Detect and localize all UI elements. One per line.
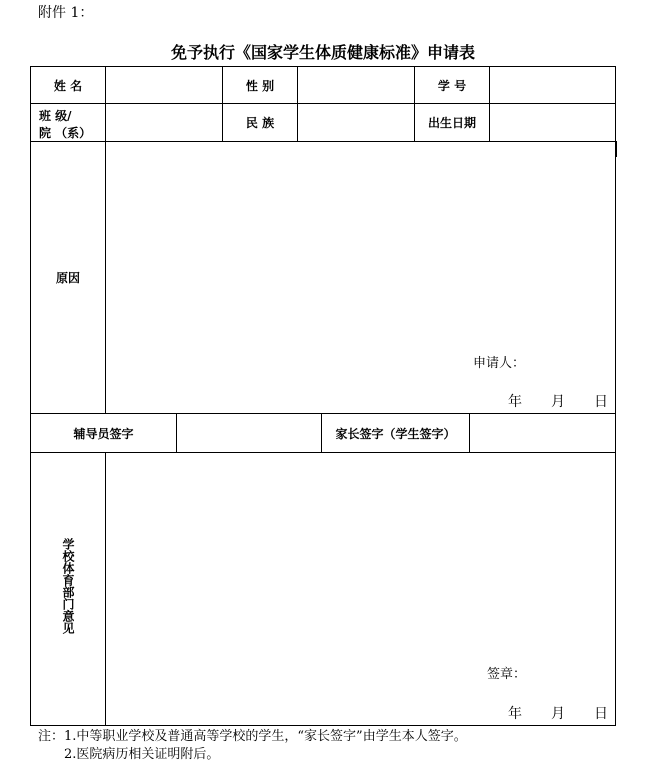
reason-field[interactable] [106,142,615,413]
dept-opinion-label: 学校体育部门意见 [61,538,75,634]
date-month-label: 月 [551,394,565,410]
student-id-label: 学 号 [437,78,467,93]
counselor-signature-label: 辅导员签字 [73,426,134,441]
date2-day-label: 日 [594,706,608,722]
name-field[interactable] [106,67,222,103]
notes-line-2: 2.医院病历相关证明附后。 [64,747,220,762]
dept-opinion-field[interactable] [106,453,615,725]
ethnicity-field[interactable] [298,104,414,141]
student-id-field[interactable] [490,67,615,103]
date2-year-label: 年 [508,706,522,722]
applicant-label: 申请人： [473,356,526,371]
table-border-right [615,66,616,726]
counselor-signature-field[interactable] [177,414,321,452]
table-border-bottom [30,725,616,726]
page-title: 免予执行《国家学生体质健康标准》申请表 [170,43,475,62]
seal-label: 签章： [487,667,527,682]
notes-line-1: 注：1.中等职业学校及普通高等学校的学生，“家长签字”由学生本人签字。 [38,729,467,744]
date-year-label: 年 [508,394,522,410]
class-field[interactable] [106,104,222,141]
birthdate-label: 出生日期 [427,116,476,130]
class-label: 班 级/ 院 （系） [39,109,92,140]
border-mark [615,141,617,157]
date-day-label: 日 [594,394,608,410]
parent-signature-label: 家长签字（学生签字） [335,426,456,441]
reason-label: 原因 [55,271,80,285]
date2-month-label: 月 [551,706,565,722]
gender-field[interactable] [298,67,414,103]
attachment-label: 附件 1： [38,5,94,21]
ethnicity-label: 民 族 [245,116,275,130]
name-label: 姓 名 [53,78,83,93]
birthdate-field[interactable] [490,104,615,141]
parent-signature-field[interactable] [470,414,615,452]
gender-label: 性 别 [245,78,275,93]
